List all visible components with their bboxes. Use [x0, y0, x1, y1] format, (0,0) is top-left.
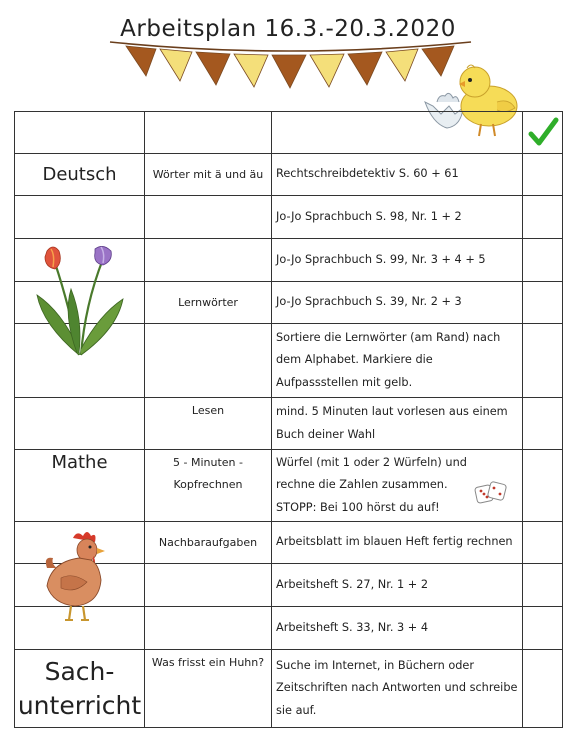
- topic-cell: [145, 564, 272, 607]
- topic-lesen: Lesen: [145, 398, 272, 450]
- subject-sachunterricht: Sach- unterricht: [15, 650, 145, 728]
- subject-cell: [15, 196, 145, 239]
- subject-cell: [15, 607, 145, 650]
- check-cell[interactable]: [523, 398, 563, 450]
- check-cell[interactable]: [523, 522, 563, 564]
- task-cell: Jo-Jo Sprachbuch S. 39, Nr. 2 + 3: [272, 282, 523, 324]
- task-cell: Suche im Internet, in Büchern oder Zeitschriften nach Antworten und schreibe sie auf.: [272, 650, 523, 728]
- check-cell[interactable]: [523, 324, 563, 398]
- topic-was-frisst-ein-huhn: Was frisst ein Huhn?: [145, 650, 272, 728]
- table-row: [15, 196, 563, 239]
- task-cell: mind. 5 Minuten laut vorlesen aus einem Buch deiner Wahl: [272, 398, 523, 450]
- check-cell[interactable]: [523, 282, 563, 324]
- table-row: [15, 650, 563, 728]
- task-cell: [272, 450, 523, 522]
- table-row: [15, 112, 563, 154]
- task-cell: Rechtschreibdetektiv S. 60 + 61: [272, 154, 523, 196]
- task-cell: Arbeitsblatt im blauen Heft fertig rechnen: [272, 522, 523, 564]
- topic-nachbaraufgaben: Nachbaraufgaben: [145, 522, 272, 564]
- topic-lernwoerter: Lernwörter: [145, 282, 272, 324]
- topic-cell: [145, 324, 272, 398]
- check-cell[interactable]: [523, 450, 563, 522]
- page-title: Arbeitsplan 16.3.-20.3.2020: [120, 16, 456, 42]
- topic-cell: [145, 239, 272, 282]
- subject-cell: [15, 112, 145, 154]
- dice-icon: [474, 480, 508, 506]
- subject-cell: [15, 564, 145, 607]
- work-plan-table: [14, 111, 563, 728]
- check-cell[interactable]: [523, 607, 563, 650]
- topic-cell: Wörter mit ä und äu: [145, 154, 272, 196]
- task-cell: Sortiere die Lernwörter (am Rand) nach dem Alphabet. Markiere die Aufpassstellen mit gelb.: [272, 324, 523, 398]
- table-row: [15, 282, 563, 324]
- table-row: [15, 324, 563, 398]
- table-row: [15, 239, 563, 282]
- subject-cell: [15, 324, 145, 398]
- checkmark-icon: [526, 116, 560, 150]
- check-cell[interactable]: [523, 154, 563, 196]
- check-cell[interactable]: [523, 196, 563, 239]
- subject-mathe: Mathe: [15, 450, 145, 522]
- table-row: [15, 154, 563, 196]
- task-cell: Arbeitsheft S. 27, Nr. 1 + 2: [272, 564, 523, 607]
- table-row: [15, 450, 563, 522]
- task-cell: Jo-Jo Sprachbuch S. 99, Nr. 3 + 4 + 5: [272, 239, 523, 282]
- subject-deutsch: Deutsch: [15, 154, 145, 196]
- topic-cell: [145, 607, 272, 650]
- table-row: [15, 607, 563, 650]
- table-row: [15, 522, 563, 564]
- check-cell[interactable]: [523, 239, 563, 282]
- check-header-cell: [523, 112, 563, 154]
- task-cell: Arbeitsheft S. 33, Nr. 3 + 4: [272, 607, 523, 650]
- table-row: [15, 398, 563, 450]
- subject-cell: [15, 522, 145, 564]
- check-cell[interactable]: [523, 564, 563, 607]
- table-row: [15, 564, 563, 607]
- topic-kopfrechnen: 5 - Minuten - Kopfrechnen: [145, 450, 272, 522]
- subject-cell: [15, 239, 145, 282]
- subject-cell: [15, 282, 145, 324]
- task-cell: [272, 112, 523, 154]
- task-cell: Jo-Jo Sprachbuch S. 98, Nr. 1 + 2: [272, 196, 523, 239]
- subject-cell: [15, 398, 145, 450]
- topic-cell: [145, 196, 272, 239]
- check-cell[interactable]: [523, 650, 563, 728]
- task-text: Würfel (mit 1 oder 2 Würfeln) und rechne die Zahlen zusammen. STOPP: Bei 100 hörst du auf!: [276, 455, 467, 514]
- topic-cell: [145, 112, 272, 154]
